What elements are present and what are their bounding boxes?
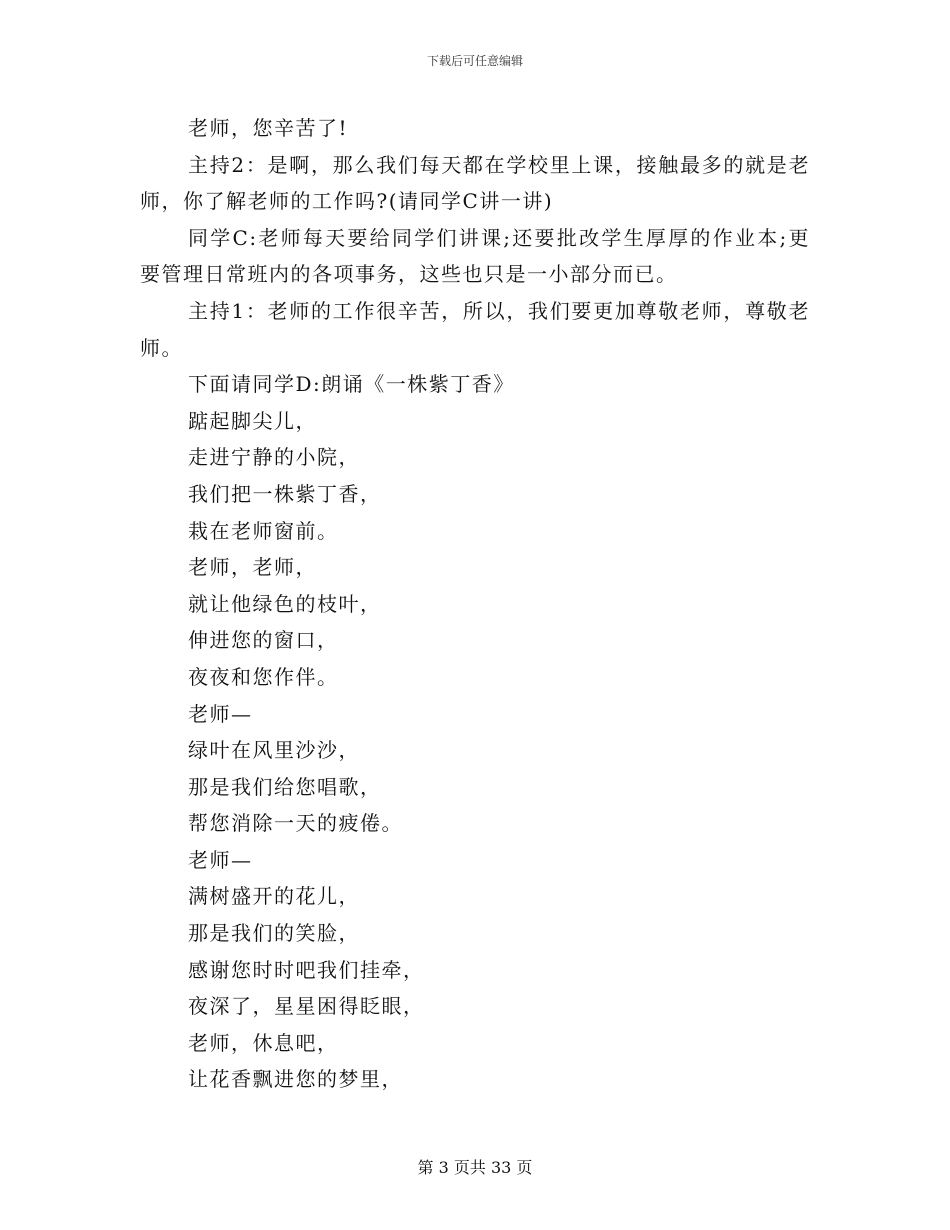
- poem-line: 老师—: [188, 847, 253, 872]
- paragraph: 同学C:老师每天要给同学们讲课;还要批改学生厚厚的作业本;更要管理日常班内的各项事务，这些也只是一小部分而已。: [140, 225, 810, 287]
- poem-line: 那是我们的笑脸，: [188, 921, 360, 946]
- poem-line: 老师，休息吧，: [188, 1030, 339, 1055]
- page-footer: 第 3 页共 33 页: [417, 1158, 533, 1177]
- poem-line: 栽在老师窗前。: [188, 518, 339, 543]
- poem-line: 那是我们给您唱歌，: [188, 774, 382, 799]
- poem-line: 老师—: [188, 701, 253, 726]
- page-header: 下载后可任意编辑: [426, 54, 523, 68]
- poem-line: 绿叶在风里沙沙，: [188, 738, 360, 763]
- poem-line: 让花香飘进您的梦里，: [188, 1067, 403, 1092]
- poem-line: 伸进您的窗口，: [188, 628, 339, 653]
- document-body: [140, 110, 810, 1098]
- poem-line: 踮起脚尖儿，: [188, 408, 317, 433]
- poem-line: 就让他绿色的枝叶，: [188, 591, 382, 616]
- poem-line: 感谢您时时吧我们挂牵，: [188, 957, 425, 982]
- poem-line: 老师，老师，: [188, 555, 317, 580]
- poem-line: 满树盛开的花儿，: [188, 884, 360, 909]
- poem-line: 夜夜和您作伴。: [188, 664, 339, 689]
- paragraph: 老师，您辛苦了!: [188, 116, 349, 140]
- paragraph: 下面请同学D:朗诵《一株紫丁香》: [188, 372, 515, 397]
- poem-line: 夜深了，星星困得眨眼，: [188, 994, 425, 1019]
- poem-line: 走进宁静的小院，: [188, 445, 360, 470]
- paragraph: 主持2：是啊，那么我们每天都在学校里上课，接触最多的就是老师，你了解老师的工作吗?(请同学C讲一讲): [140, 152, 810, 214]
- poem-line: 帮您消除一天的疲倦。: [188, 811, 403, 836]
- paragraph: 主持1：老师的工作很辛苦，所以，我们要更加尊敬老师，尊敬老师。: [140, 298, 810, 360]
- poem-line: 我们把一株紫丁香，: [188, 481, 382, 506]
